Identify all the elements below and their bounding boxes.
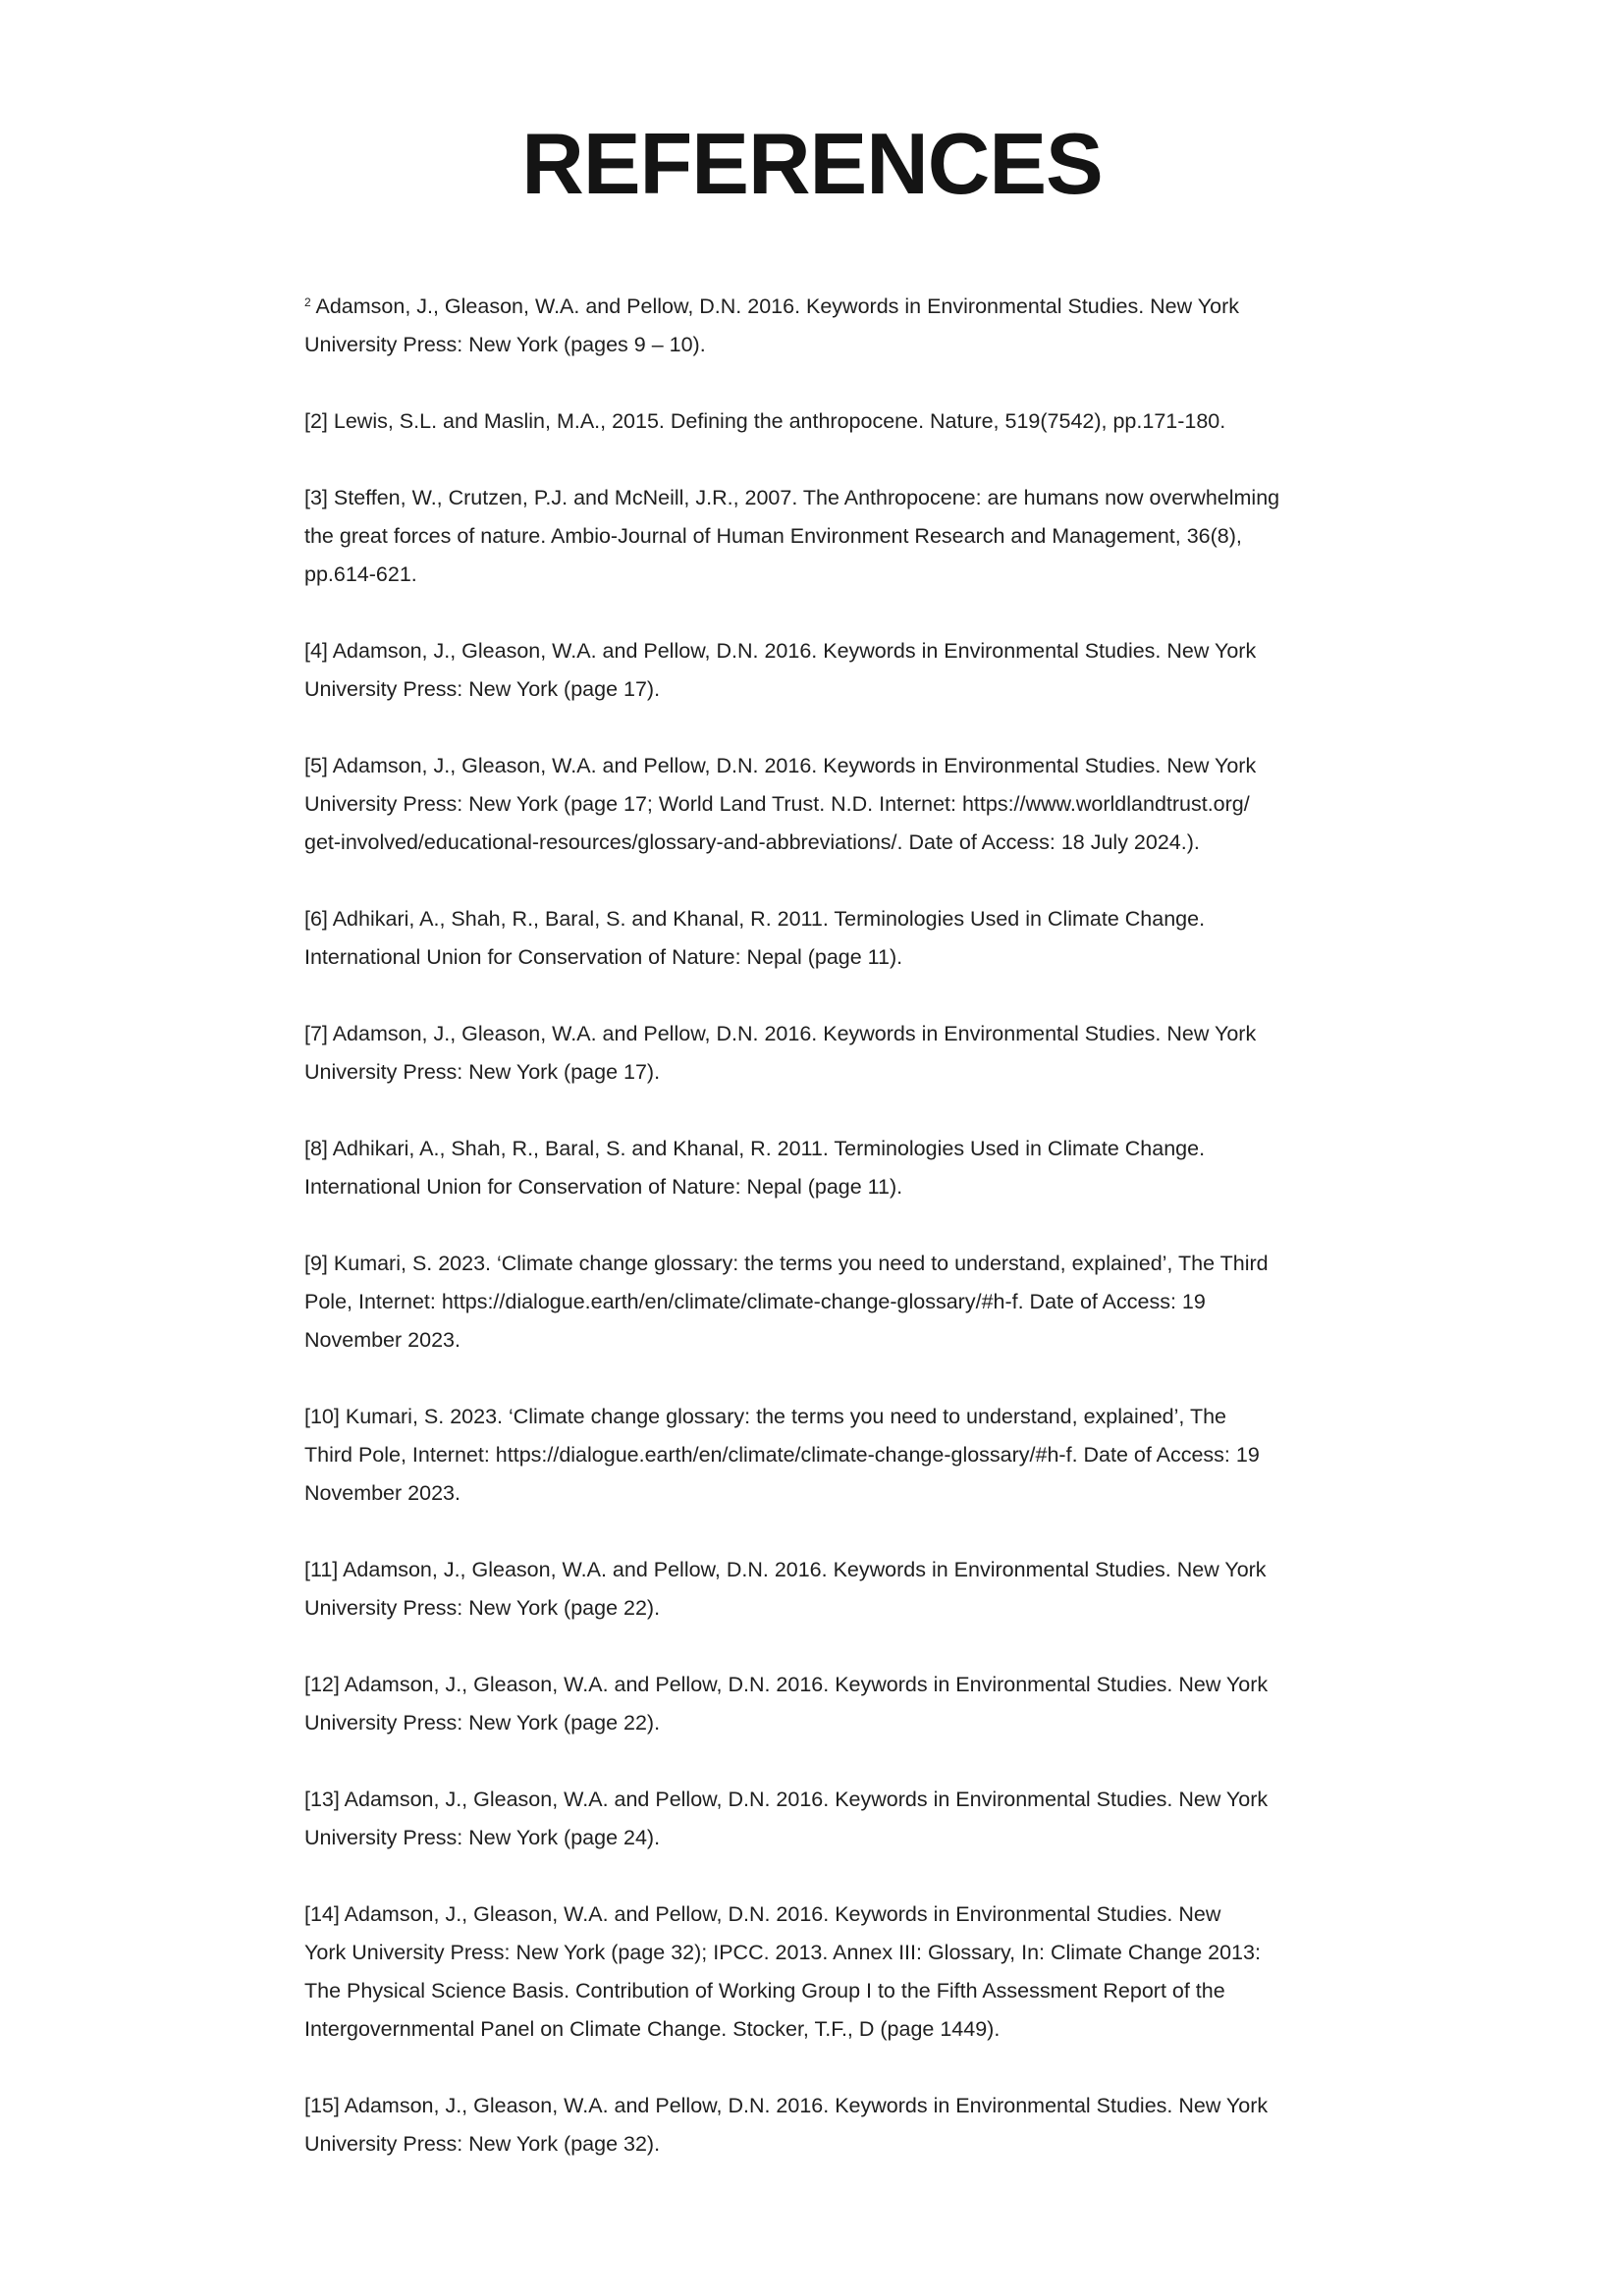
reference-item <box>304 1015 1335 1092</box>
reference-item <box>304 1398 1335 1513</box>
reference-marker: 2 <box>304 295 311 309</box>
reference-marker: [6] <box>304 907 328 931</box>
reference-marker: [5] <box>304 754 328 777</box>
reference-marker: [13] <box>304 1788 340 1811</box>
reference-text: Steffen, W., Crutzen, P.J. and McNeill, J.R., 2007. The Anthropocene: are humans now overwhelming the great forces of nature. Ambio-Journal of Human Environment Research and Management, 36(8), pp.614-621. <box>304 486 1280 586</box>
reference-marker: [4] <box>304 639 328 663</box>
reference-marker: [7] <box>304 1022 328 1045</box>
reference-text: Adhikari, A., Shah, R., Baral, S. and Khanal, R. 2011. Terminologies Used in Climate Change. International Union for Conservation of Nature: Nepal (page 11). <box>304 1137 1206 1199</box>
reference-text: Adamson, J., Gleason, W.A. and Pellow, D.N. 2016. Keywords in Environmental Studies. New York University Press: New York (page 17). <box>304 1022 1257 1084</box>
reference-item <box>304 747 1335 862</box>
reference-text: Adamson, J., Gleason, W.A. and Pellow, D.N. 2016. Keywords in Environmental Studies. New York University Press: New York (page 32); IPCC. 2013. Annex III: Glossary, In: Climate Change 2013: The Physical Science Basis. Contribution of Working Group I to the Fifth Assessment Report of the Intergovernmental Panel on Climate Change. Stocker, T.F., D (page 1449). <box>304 1902 1261 2041</box>
reference-item <box>304 632 1335 709</box>
reference-item <box>304 1551 1335 1628</box>
reference-list <box>304 288 1335 2202</box>
reference-text: Adamson, J., Gleason, W.A. and Pellow, D.N. 2016. Keywords in Environmental Studies. New York University Press: New York (page 17). <box>304 639 1257 701</box>
reference-text: Adamson, J., Gleason, W.A. and Pellow, D.N. 2016. Keywords in Environmental Studies. New York University Press: New York (page 22). <box>304 1673 1269 1735</box>
reference-text: Adamson, J., Gleason, W.A. and Pellow, D.N. 2016. Keywords in Environmental Studies. New York University Press: New York (page 32). <box>304 2094 1269 2156</box>
reference-text: Kumari, S. 2023. ‘Climate change glossary: the terms you need to understand, explained’, The Third Pole, Internet: https://dialogue.earth/en/climate/climate-change-glossary/#h-f. Date of Access: 19 November 2023. <box>304 1405 1260 1505</box>
reference-item <box>304 1896 1335 2049</box>
reference-text: Kumari, S. 2023. ‘Climate change glossary: the terms you need to understand, explained’, The Third Pole, Internet: https://dialogue.earth/en/climate/climate-change-glossary/#h-f. Date of Access: 19 November 2023. <box>304 1252 1269 1352</box>
reference-item <box>304 1666 1335 1742</box>
reference-marker: [15] <box>304 2094 340 2117</box>
reference-text: Adamson, J., Gleason, W.A. and Pellow, D.N. 2016. Keywords in Environmental Studies. New York University Press: New York (page 22). <box>304 1558 1267 1620</box>
reference-item <box>304 479 1335 594</box>
reference-text: Adamson, J., Gleason, W.A. and Pellow, D.N. 2016. Keywords in Environmental Studies. New York University Press: New York (pages 9 – 10). <box>304 294 1239 356</box>
reference-item <box>304 1781 1335 1857</box>
reference-marker: [10] <box>304 1405 340 1428</box>
reference-text: Adamson, J., Gleason, W.A. and Pellow, D.N. 2016. Keywords in Environmental Studies. New York University Press: New York (page 24). <box>304 1788 1269 1849</box>
reference-marker: [11] <box>304 1558 339 1581</box>
reference-marker: [2] <box>304 409 328 433</box>
reference-item <box>304 1245 1335 1360</box>
reference-item <box>304 2087 1335 2163</box>
reference-item <box>304 900 1335 977</box>
reference-marker: [9] <box>304 1252 328 1275</box>
reference-item <box>304 1130 1335 1206</box>
reference-marker: [3] <box>304 486 328 509</box>
reference-marker: [8] <box>304 1137 328 1160</box>
reference-marker: [14] <box>304 1902 340 1926</box>
reference-text: Adhikari, A., Shah, R., Baral, S. and Khanal, R. 2011. Terminologies Used in Climate Change. International Union for Conservation of Nature: Nepal (page 11). <box>304 907 1206 969</box>
reference-text: Lewis, S.L. and Maslin, M.A., 2015. Defining the anthropocene. Nature, 519(7542), pp.171-180. <box>333 409 1226 433</box>
reference-marker: [12] <box>304 1673 340 1696</box>
reference-text: Adamson, J., Gleason, W.A. and Pellow, D.N. 2016. Keywords in Environmental Studies. New York University Press: New York (page 17; World Land Trust. N.D. Internet: https://www.worldlandtrust.org/ get-involved/educational-resources/glossary-and-abbreviations/. Date of Access: 18 July 2024.). <box>304 754 1257 854</box>
reference-item <box>304 402 1335 441</box>
reference-item <box>304 288 1335 364</box>
page-title: REFERENCES <box>521 115 1103 212</box>
